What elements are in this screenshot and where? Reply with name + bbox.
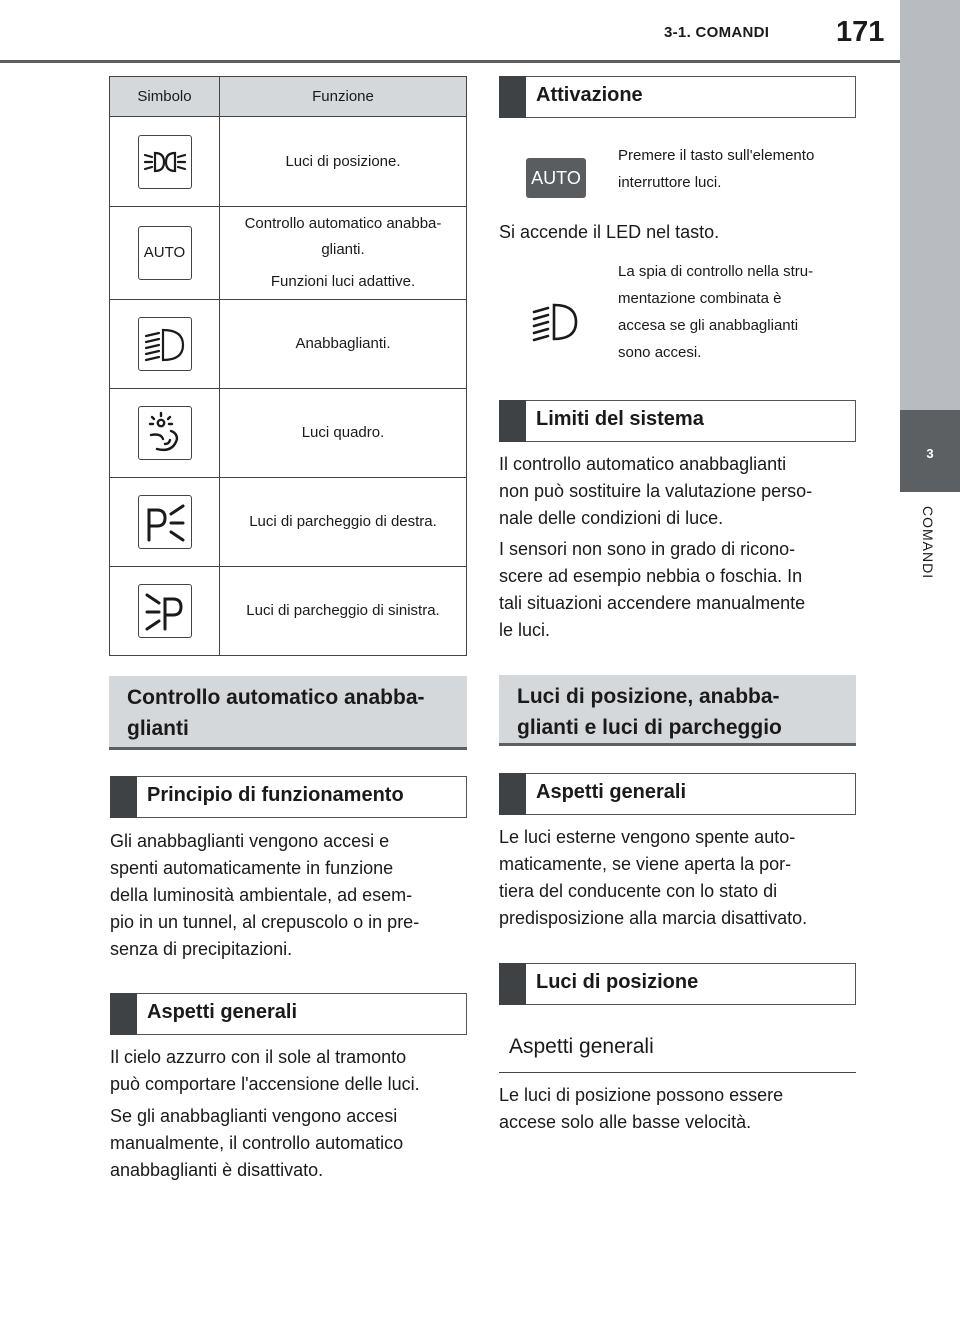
running-header-section: 3-1. COMANDI bbox=[664, 24, 770, 41]
table-cell-text: Anabbaglianti. bbox=[295, 335, 391, 352]
table-header-function: Funzione bbox=[220, 77, 467, 117]
table-cell-text: glianti. bbox=[321, 241, 365, 258]
table-row bbox=[110, 567, 467, 656]
subheading-general-left: Aspetti generali bbox=[110, 993, 467, 1035]
section-heading-position-lights: Luci di posizione, anabba- glianti e luci di parcheggio bbox=[499, 675, 856, 746]
table-row bbox=[110, 300, 467, 389]
table-header-symbol: Simbolo bbox=[110, 77, 220, 117]
header-rule bbox=[0, 60, 900, 63]
side-tab-strip bbox=[900, 0, 960, 410]
subheading-activation: Attivazione bbox=[499, 76, 856, 118]
low-beam-indicator-icon bbox=[532, 300, 580, 351]
symbol-table bbox=[109, 76, 467, 656]
subheading-principle: Principio di funzionamento bbox=[110, 776, 467, 818]
paragraph-general: Le luci esterne vengono spente auto- maticamente, se viene aperta la por- tiera del conducente con lo stato di predisposizione alla marcia disattivato. bbox=[499, 827, 808, 928]
table-cell-text: Funzioni luci adattive. bbox=[270, 273, 416, 290]
low-beam-icon bbox=[138, 317, 192, 371]
paragraph-sky: Il cielo azzurro con il sole al tramonto può comportare l'accensione delle luci. bbox=[110, 1047, 420, 1094]
table-row bbox=[110, 389, 467, 478]
subheading-position: Luci di posizione bbox=[499, 963, 856, 1005]
table-row bbox=[110, 478, 467, 567]
paragraph-principle: Gli anabbaglianti vengono accesi e spenti automaticamente in funzione della luminosità ambientale, ad esem- pio in un tunnel, al crepuscolo o in pre- senza di precipitazioni. bbox=[110, 831, 420, 959]
section-heading-auto-low-beam: Controllo automatico anabba- glianti bbox=[109, 676, 467, 750]
paragraph-manual: Se gli anabbaglianti vengono accesi manualmente, il controllo automatico anabbaglianti è disattivato. bbox=[110, 1106, 404, 1180]
table-cell-text: Luci di parcheggio di destra. bbox=[249, 513, 437, 530]
chapter-label: COMANDI bbox=[920, 506, 936, 580]
chapter-number: 3 bbox=[926, 446, 934, 461]
position-lights-icon bbox=[138, 135, 192, 189]
table-cell-text: Luci di parcheggio di sinistra. bbox=[246, 602, 440, 619]
auto-symbol: AUTO bbox=[138, 226, 192, 280]
parking-light-right-icon bbox=[138, 495, 192, 549]
auto-instruction: Premere il tasto sull'elemento interruttore luci. bbox=[618, 147, 815, 191]
subheading-limits: Limiti del sistema bbox=[499, 400, 856, 442]
table-row bbox=[110, 207, 467, 300]
led-text: Si accende il LED nel tasto. bbox=[499, 222, 720, 242]
paragraph-position: Le luci di posizione possono essere accese solo alle basse velocità. bbox=[499, 1085, 784, 1132]
paragraph-limits-1: Il controllo automatico anabbaglianti non può sostituire la valutazione perso- nale delle condizioni di luce. bbox=[499, 454, 813, 528]
page-number: 171 bbox=[836, 16, 885, 48]
table-cell-text: Luci di posizione. bbox=[285, 152, 401, 170]
low-beam-indicator-text: La spia di controllo nella stru- mentazione combinata è accesa se gli anabbaglianti sono accesi. bbox=[618, 263, 814, 361]
dashboard-lights-icon bbox=[138, 406, 192, 460]
parking-light-left-icon bbox=[138, 584, 192, 638]
paragraph-limits-2: I sensori non sono in grado di ricono- scere ad esempio nebbia o foschia. In tali situazioni accendere manualmente le luci. bbox=[499, 539, 806, 640]
table-cell-text: Controllo automatico anabba- bbox=[244, 215, 442, 232]
table-row bbox=[110, 117, 467, 207]
subheading-general-right: Aspetti generali bbox=[499, 773, 856, 815]
table-cell-text: Luci quadro. bbox=[301, 424, 385, 441]
auto-button-icon: AUTO bbox=[526, 158, 586, 198]
plain-heading-general: Aspetti generali bbox=[499, 1035, 856, 1073]
